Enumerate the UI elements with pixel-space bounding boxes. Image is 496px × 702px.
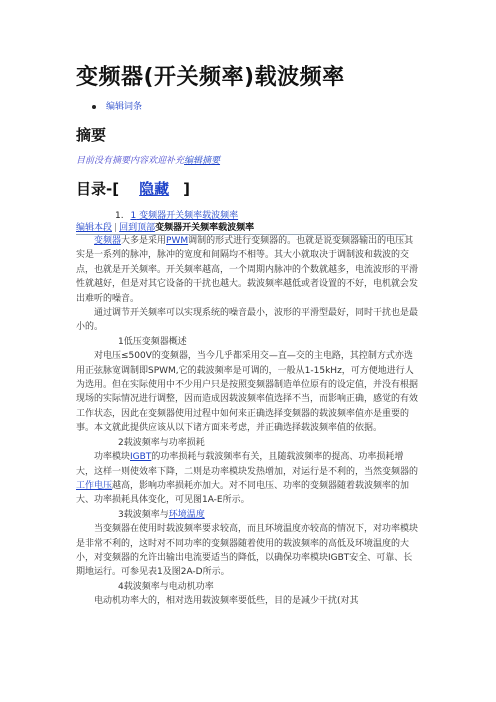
paragraph-text: 越高，影响功率损耗亦加大。对不同电压、功率的变频器随着载波频率的加大、功率损耗具体变化，可见图1A-E所示。 <box>76 480 410 506</box>
paragraph-text: 功率模块 <box>94 452 131 463</box>
section-header <box>76 220 406 235</box>
edit-entry-row <box>92 99 142 112</box>
abstract-body: 目前没有摘要内容欢迎补充 <box>76 156 185 166</box>
working-voltage-link[interactable]: 工作电压 <box>76 480 113 491</box>
toc-item-subnumber: 1 <box>130 211 137 221</box>
paragraph-text: 大多是采用 <box>121 236 167 246</box>
section-body <box>76 234 420 609</box>
paragraph-text: 的功率损耗与载波频率有关，且随载波频率的提高、功率损耗增大，这样一则使效率下降，二则是功率模块发热增加，对运行是不利的，当然变频器的 <box>76 452 419 477</box>
paragraph-2: 通过调节开关频率可以实现系统的噪音最小，波形的平滑型最好，同时干扰也是最小的。 <box>76 308 419 333</box>
subheading-text: 3载波频率与 <box>118 509 169 520</box>
subheading-4: 4载波频率与电动机功率 <box>118 581 214 592</box>
paragraph-5: 当变频器在使用时载波频率要求较高，而且环境温度亦较高的情况下，对功率模块是非常不利的，这时对不同功率的变频器随着使用的载波频率的高低及环境温度的大小，对变频器的允许出输出电流要适当的降低，以确保功率模块IGBT安全、可靠、长期地运行。可参见表1及图2A-D所示。 <box>76 524 419 578</box>
subheading-1: 1低压变频器概述 <box>118 336 187 347</box>
back-to-top-link[interactable]: 回到顶部 <box>119 223 156 233</box>
ambient-temperature-link[interactable]: 环境温度 <box>168 509 205 520</box>
pwm-link[interactable]: PWM <box>166 236 189 246</box>
subheading-2: 2载波频率与功率损耗 <box>118 437 205 448</box>
paragraph-4 <box>76 450 420 508</box>
toc-hide-link[interactable]: 隐藏 <box>139 180 170 198</box>
edit-abstract-link[interactable]: 编辑摘要 <box>184 156 221 166</box>
section-title: 变频器开关频率载波频率 <box>155 223 255 233</box>
abstract-text <box>76 153 220 166</box>
igbt-link[interactable]: IGBT <box>130 452 152 463</box>
paragraph-3: 对电压≤500V的变频器，当今几乎都采用交—直—交的主电路，其控制方式亦选用正弦脉宽调制即SPWM,它的载波频率是可调的，一般从1-15kHz，可方便地进行人为选用。但在实际使用中不少用户只是按照变频器制造单位原有的设定值，并没有根据现场的实际情况进行调整，因而造成因载波频率值选择不当，而影响正确，感觉的有效工作状态，因此在变频器使用过程中如何来正确选择变频器的载波频率值亦是重要的事。本文就此提供应该从以下诸方面来考虑，并正确选择载波频率值的依据。 <box>76 351 419 434</box>
toc-heading <box>76 178 190 199</box>
abstract-heading: 摘要 <box>76 126 107 144</box>
toc-item-number: 1. <box>115 211 124 221</box>
paragraph-1 <box>76 234 420 306</box>
page-title: 变频器(开关频率)载波频率 <box>76 65 345 90</box>
subheading-3 <box>76 508 420 522</box>
edit-section-link[interactable]: 编辑本段 <box>76 223 113 233</box>
paragraph-text: 调制的形式进行变频器的。也就是说变频器输出的电压其实是一系列的脉冲，脉冲的宽度和间隔均不相等。其大小就取决于调制波和载波的交点，也就是开关频率。开关频率越高，一个周期内脉冲的个数就越多，电流波形的平滑性就越好，但是对其它设备的干扰也越大。载波频率越低或者设置的不好，电机就会发出难听的噪音。 <box>76 236 419 304</box>
edit-entry-link[interactable]: 编辑词条 <box>106 102 143 112</box>
toc-item-label: 变频器开关频率载波频率 <box>139 211 239 221</box>
section-separator: | <box>114 223 118 233</box>
toc-heading-prefix: 目录-[ <box>76 180 120 198</box>
toc-heading-suffix: ] <box>183 180 190 198</box>
paragraph-6: 电动机功率大的，相对选用载波频率要低些，目的是减少干扰(对其 <box>94 596 359 607</box>
bullet-icon <box>92 105 96 109</box>
inverter-link[interactable]: 变频器 <box>94 236 122 246</box>
